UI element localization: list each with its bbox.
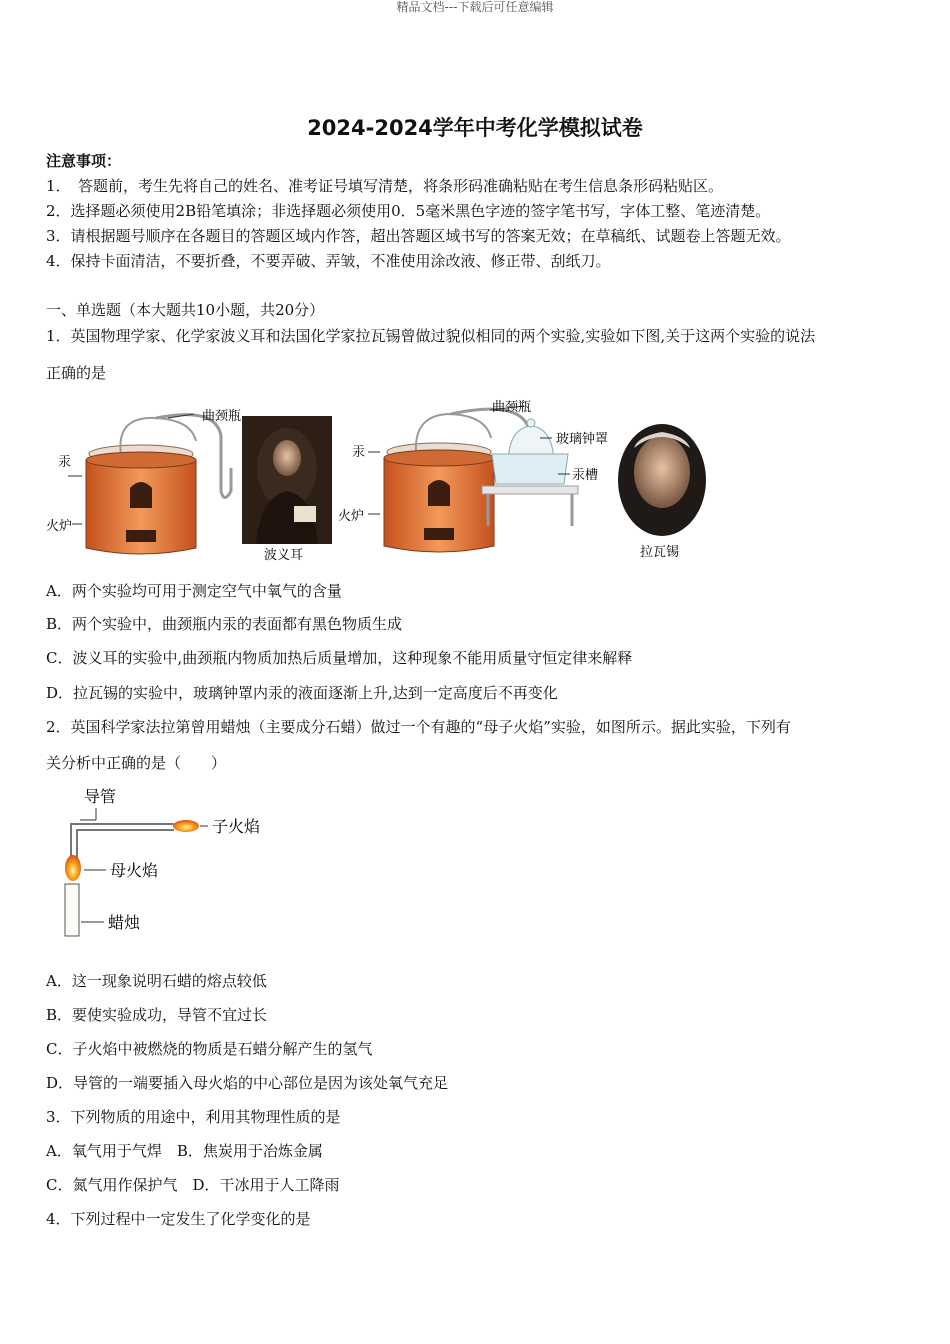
question-2-stem: 2．英国科学家法拉第曾用蜡烛（主要成分石蜡）做过一个有趣的“母子火焰”实验，如图所示。据此实验，下列有: [46, 718, 791, 736]
section-heading: 一、单选题（本大题共10小题，共20分）: [46, 301, 325, 319]
question-1-figure: [46, 396, 726, 568]
question-2-option-b: B．要使实验成功，导管不宜过长: [46, 1006, 268, 1024]
mother-flame-icon: [65, 855, 81, 881]
label-mercury-right: 汞: [352, 445, 366, 460]
label-child-flame: 子火焰: [212, 817, 261, 836]
notice-item: 4．保持卡面清洁，不要折叠，不要弄破、弄皱，不准使用涂改液、修正带、刮纸刀。: [46, 252, 611, 270]
label-bell-jar: 玻璃钟罩: [556, 432, 609, 447]
question-2-stem-cont: 关分析中正确的是（ ）: [46, 754, 227, 772]
question-2-option-c: C．子火焰中被燃烧的物质是石蜡分解产生的氢气: [46, 1040, 373, 1058]
label-furnace: 火炉: [46, 519, 73, 534]
question-1-option-c: C．波义耳的实验中,曲颈瓶内物质加热后质量增加，这种现象不能用质量守恒定律来解释: [46, 649, 633, 667]
question-1-option-a: A．两个实验均可用于测定空气中氧气的含量: [46, 582, 342, 600]
boyle-apparatus: [46, 409, 241, 554]
question-2-option-d: D．导管的一端要插入母火焰的中心部位是因为该处氧气充足: [46, 1074, 449, 1092]
question-3-options-ab: A．氧气用于气焊 B．焦炭用于冶炼金属: [46, 1142, 323, 1160]
label-tube: 导管: [84, 787, 117, 806]
label-mother-flame: 母火焰: [110, 861, 159, 880]
header-note: 精品文档---下载后可任意编辑: [396, 0, 554, 14]
label-furnace-right: 火炉: [338, 509, 365, 524]
notice-item: 1． 答题前，考生先将自己的姓名、准考证号填写清楚，将条形码准确粘贴在考生信息条形码粘贴区。: [46, 177, 724, 195]
question-2-figure: [46, 782, 296, 942]
candle-icon: [65, 884, 79, 936]
question-3-stem: 3．下列物质的用途中，利用其物理性质的是: [46, 1108, 341, 1126]
notice-heading: 注意事项：: [46, 152, 122, 170]
lavoisier-portrait: [618, 424, 706, 560]
label-mercury: 汞: [58, 455, 72, 470]
label-lavoisier: 拉瓦锡: [640, 545, 680, 560]
notice-item: 2．选择题必须使用2B铅笔填涂；非选择题必须使用0．5毫米黑色字迹的签字笔书写，字体工整、笔迹清楚。: [46, 202, 771, 220]
question-1-option-b: B．两个实验中，曲颈瓶内汞的表面都有黑色物质生成: [46, 615, 403, 633]
child-flame-icon: [173, 820, 199, 832]
question-1-stem: 1．英国物理学家、化学家波义耳和法国化学家拉瓦锡曾做过貌似相同的两个实验,实验如下图,关于这两个实验的说法: [46, 327, 816, 345]
lavoisier-apparatus: [338, 400, 608, 552]
question-2-option-a: A．这一现象说明石蜡的熔点较低: [46, 972, 267, 990]
label-curved-flask-right: 曲颈瓶: [492, 400, 532, 415]
question-1-stem-cont: 正确的是: [46, 364, 107, 382]
notice-item: 3．请根据题号顺序在各题目的答题区域内作答，超出答题区域书写的答案无效；在草稿纸、试题卷上答题无效。: [46, 227, 791, 245]
label-boyle: 波义耳: [264, 548, 304, 563]
question-3-options-cd: C．氮气用作保护气 D．干冰用于人工降雨: [46, 1176, 340, 1194]
page-title: 2024-2024学年中考化学模拟试卷: [307, 116, 643, 140]
question-1-option-d: D．拉瓦锡的实验中，玻璃钟罩内汞的液面逐渐上升,达到一定高度后不再变化: [46, 684, 558, 702]
label-curved-flask: 曲颈瓶: [202, 409, 242, 424]
boyle-portrait: [242, 416, 332, 563]
label-candle: 蜡烛: [108, 913, 141, 932]
label-mercury-trough: 汞槽: [572, 468, 599, 483]
question-4-stem: 4．下列过程中一定发生了化学变化的是: [46, 1210, 311, 1228]
